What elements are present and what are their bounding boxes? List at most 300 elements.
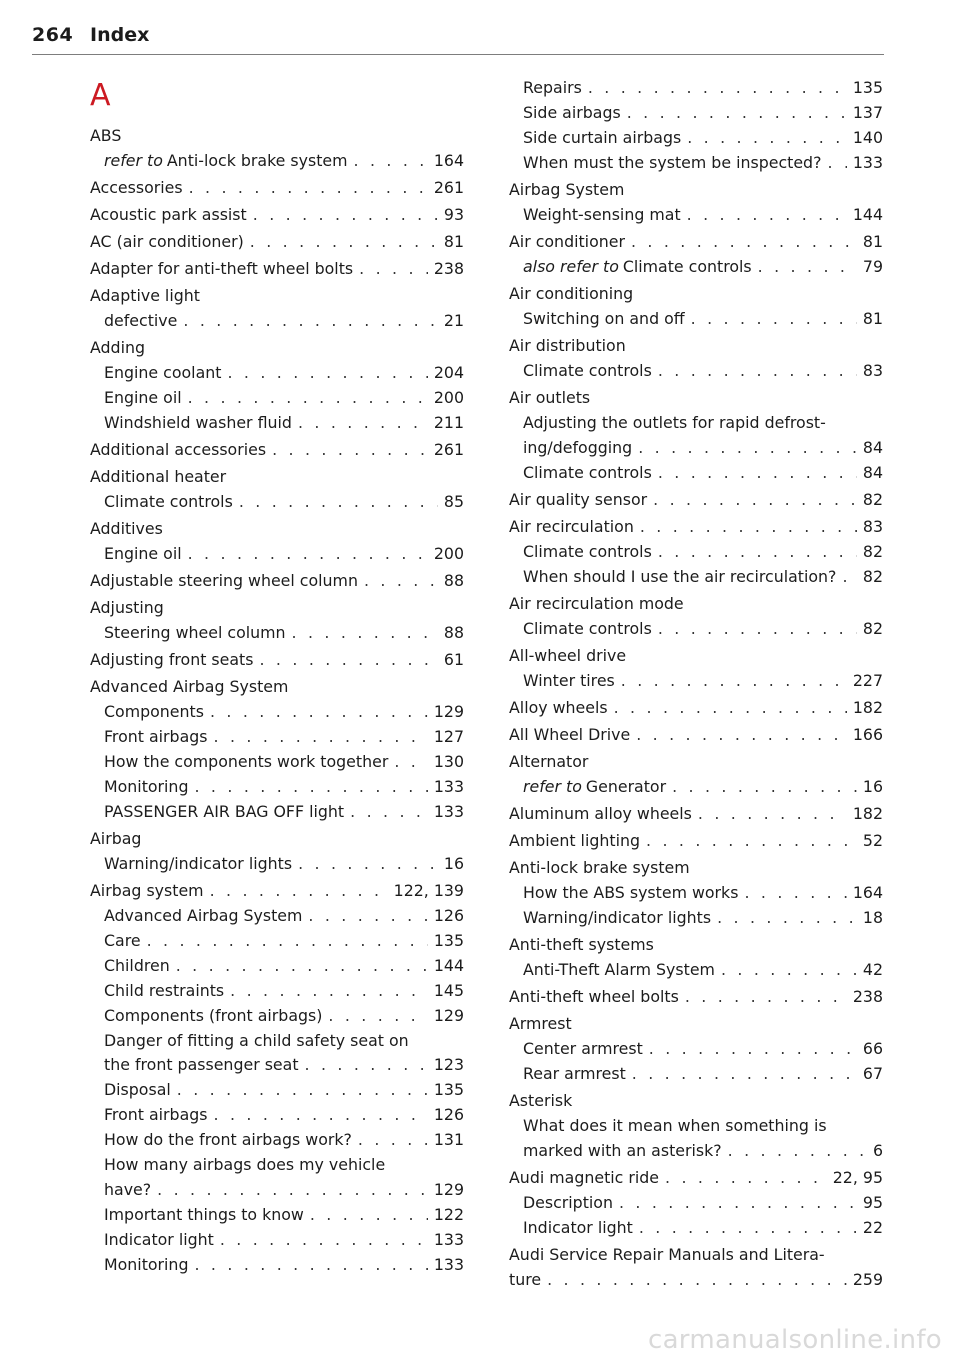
page-reference[interactable]: 238 — [433, 259, 464, 279]
entry-text: Center armrest — [523, 1038, 643, 1058]
entry-text: Adjusting the outlets for rapid defrost- — [523, 412, 826, 432]
entry-label — [90, 569, 358, 594]
index-entry — [509, 1012, 883, 1037]
leader-dots — [157, 1178, 428, 1203]
page-reference[interactable]: 211 — [433, 413, 464, 433]
leader-dots — [758, 255, 857, 280]
page-reference[interactable]: 126 — [433, 906, 464, 925]
index-entry — [509, 933, 883, 958]
index-subentry — [90, 725, 464, 750]
leader-dots — [672, 775, 857, 800]
page-reference[interactable]: 16 — [443, 854, 464, 873]
entry-text: Alternator — [509, 751, 589, 771]
index-entry — [90, 879, 464, 904]
entry-text: Switching on and off — [523, 308, 685, 328]
index-entry — [509, 985, 883, 1010]
page-reference[interactable]: 200 — [433, 544, 464, 564]
entry-text: Air recirculation mode — [509, 593, 684, 613]
page-reference[interactable]: 82 — [862, 489, 883, 509]
page-reference[interactable]: 164 — [433, 150, 464, 170]
entry-label — [90, 827, 141, 852]
page-reference[interactable]: 84 — [862, 437, 883, 457]
page-reference[interactable]: 88 — [443, 571, 464, 591]
index-subentry — [509, 1216, 883, 1241]
index-subentry — [509, 411, 883, 436]
page-reference[interactable]: 16 — [862, 776, 883, 796]
leader-dots — [744, 881, 846, 906]
page-reference[interactable]: 227 — [852, 670, 883, 690]
entry-text: Engine coolant — [104, 363, 222, 383]
page-reference[interactable]: 123 — [433, 1055, 464, 1075]
index-subentry — [90, 1078, 464, 1103]
index-subentry — [90, 386, 464, 411]
entry-text: Warning/indicator lights — [523, 907, 712, 927]
page-reference[interactable]: 166 — [852, 724, 883, 744]
entry-label — [523, 255, 752, 280]
entry-text: Engine oil — [104, 544, 182, 564]
leader-dots — [220, 1228, 428, 1253]
index-subentry — [90, 361, 464, 386]
index-subentry — [90, 979, 464, 1004]
entry-label — [509, 723, 630, 748]
entry-text: Winter tires — [523, 670, 615, 690]
page-reference[interactable]: 144 — [433, 955, 464, 975]
entry-text: marked with an asterisk? — [523, 1140, 722, 1160]
entry-label — [104, 979, 224, 1004]
entry-text: Monitoring — [104, 1254, 189, 1274]
page-reference[interactable]: 21 — [443, 311, 464, 331]
page-reference[interactable]: 52 — [862, 830, 883, 850]
index-column-right — [509, 76, 883, 1293]
page-reference[interactable]: 145 — [433, 980, 464, 1000]
entry-text: Weight-sensing mat — [523, 204, 681, 224]
entry-text: How the components work together — [104, 752, 389, 772]
page-header — [32, 24, 884, 55]
page-reference[interactable]: 84 — [862, 462, 883, 482]
cross-reference-prefix: also refer to — [523, 256, 619, 276]
page-reference[interactable]: 83 — [862, 516, 883, 536]
leader-dots — [354, 149, 428, 174]
entry-label — [523, 76, 582, 101]
index-entry — [509, 386, 883, 411]
leader-dots — [259, 648, 437, 673]
entry-label — [104, 1253, 188, 1278]
leader-dots — [239, 490, 438, 515]
index-entry — [509, 334, 883, 359]
entry-text: Adjusting front seats — [90, 650, 254, 670]
entry-text: Air conditioning — [509, 283, 634, 303]
index-entry — [90, 230, 464, 255]
index-subentry — [509, 436, 883, 461]
page-reference[interactable]: 18 — [862, 907, 883, 927]
page-reference[interactable]: 88 — [443, 623, 464, 643]
index-subentry — [90, 1203, 464, 1228]
page-reference[interactable]: 133 — [852, 152, 883, 172]
page-reference[interactable]: 61 — [443, 650, 464, 670]
page-reference[interactable]: 182 — [852, 803, 883, 823]
index-entry — [90, 648, 464, 673]
leader-dots — [687, 126, 847, 151]
leader-dots — [646, 829, 857, 854]
index-subentry — [509, 1037, 883, 1062]
index-subentry — [90, 1128, 464, 1153]
leader-dots — [619, 1191, 857, 1216]
index-entry — [509, 856, 883, 881]
index-entry — [509, 1243, 883, 1268]
index-subentry — [90, 1004, 464, 1029]
page-reference[interactable]: 22 — [862, 1217, 883, 1237]
entry-text: Climate controls — [523, 618, 652, 638]
leader-dots — [588, 76, 847, 101]
entry-label — [523, 1114, 827, 1139]
entry-text: Accessories — [90, 178, 183, 197]
entry-label — [104, 852, 292, 877]
leader-dots — [227, 361, 427, 386]
page-reference[interactable]: 131 — [433, 1130, 464, 1150]
entry-text: Child restraints — [104, 980, 225, 1000]
entry-text: Advanced Airbag System — [90, 677, 289, 697]
index-subentry — [90, 1103, 464, 1128]
index-entry — [90, 203, 464, 228]
entry-label — [104, 361, 221, 386]
entry-text: When should I use the air recirculation? — [523, 566, 837, 586]
leader-dots — [649, 1037, 857, 1062]
entry-text: Adaptive light — [90, 286, 200, 306]
leader-dots — [272, 438, 428, 463]
page-reference[interactable]: 126 — [433, 1105, 464, 1125]
leader-dots — [194, 775, 427, 800]
entry-text: All Wheel Drive — [509, 724, 631, 744]
page-reference[interactable]: 137 — [852, 102, 883, 122]
leader-dots — [687, 203, 847, 228]
page-reference[interactable]: 83 — [862, 360, 883, 380]
entry-label — [104, 621, 286, 646]
entry-text: How many airbags does my vehicle — [104, 1155, 386, 1175]
entry-text: Additives — [90, 519, 163, 539]
entry-label — [509, 1268, 541, 1293]
entry-text: Front airbags — [104, 727, 208, 747]
page-reference[interactable]: 67 — [862, 1063, 883, 1083]
page-reference[interactable]: 164 — [852, 882, 883, 902]
leader-dots — [653, 488, 857, 513]
index-subentry — [90, 775, 464, 800]
page-reference[interactable]: 6 — [872, 1140, 883, 1160]
index-subentry — [90, 542, 464, 567]
leader-dots — [658, 540, 857, 565]
entry-label — [523, 101, 621, 126]
leader-dots — [214, 725, 428, 750]
index-subentry — [90, 1253, 464, 1278]
leader-dots — [358, 1128, 428, 1153]
entry-text: Alloy wheels — [509, 697, 608, 717]
entry-label — [104, 800, 344, 825]
entry-label — [523, 906, 711, 931]
entry-label — [90, 203, 247, 228]
leader-dots — [250, 230, 438, 255]
entry-label — [509, 515, 634, 540]
entry-text: Armrest — [509, 1014, 572, 1033]
page-reference[interactable]: 130 — [433, 752, 464, 772]
entry-label — [509, 178, 624, 203]
index-entry — [509, 592, 883, 617]
page-reference[interactable]: 129 — [433, 1179, 464, 1199]
leader-dots — [253, 203, 438, 228]
page-reference[interactable]: 135 — [852, 78, 883, 97]
leader-dots — [359, 257, 428, 282]
entry-label — [104, 1128, 352, 1153]
entry-label — [523, 411, 826, 436]
entry-label — [509, 750, 588, 775]
entry-label — [104, 1078, 171, 1103]
entry-label — [90, 284, 200, 309]
leader-dots — [658, 461, 857, 486]
index-subentry — [509, 461, 883, 486]
entry-label — [104, 929, 141, 954]
leader-dots — [308, 904, 427, 929]
leader-dots — [298, 411, 428, 436]
index-subentry — [90, 954, 464, 979]
page-reference[interactable]: 22, 95 — [832, 1167, 883, 1187]
page-reference[interactable]: 81 — [862, 308, 883, 328]
index-subentry — [509, 669, 883, 694]
leader-dots — [691, 307, 857, 332]
leader-dots — [638, 436, 857, 461]
entry-text: Indicator light — [523, 1217, 633, 1237]
page-reference[interactable]: 133 — [433, 802, 464, 821]
index-subentry — [90, 1228, 464, 1253]
entry-text: All-wheel drive — [509, 645, 627, 665]
page-reference[interactable]: 135 — [433, 1080, 464, 1100]
entry-text: Disposal — [104, 1080, 171, 1100]
page-reference[interactable]: 81 — [443, 232, 464, 252]
leader-dots — [194, 1253, 427, 1278]
page-reference[interactable]: 66 — [862, 1038, 883, 1058]
leader-dots — [364, 569, 438, 594]
entry-text: Adapter for anti-theft wheel bolts — [90, 259, 354, 279]
entry-label — [523, 1139, 722, 1164]
entry-label — [509, 282, 633, 307]
page-reference[interactable]: 133 — [433, 777, 464, 797]
page-reference[interactable]: 93 — [443, 205, 464, 225]
index-entry — [90, 827, 464, 852]
entry-label — [523, 775, 666, 800]
header-title: Index — [90, 24, 150, 46]
leader-dots — [328, 1004, 427, 1029]
index-entry — [509, 802, 883, 827]
entry-label — [509, 696, 608, 721]
entry-text: Components (front airbags) — [104, 1005, 323, 1025]
cross-reference-prefix: refer to — [104, 150, 163, 170]
page-reference[interactable]: 261 — [433, 178, 464, 197]
entry-text: Steering wheel column — [104, 623, 286, 643]
index-subentry — [90, 411, 464, 436]
index-entry — [90, 284, 464, 309]
entry-text: PASSENGER AIR BAG OFF light — [104, 802, 345, 821]
index-subentry — [90, 1178, 464, 1203]
page-reference[interactable]: 144 — [852, 204, 883, 224]
entry-text: ing/defogging — [523, 437, 633, 457]
leader-dots — [842, 565, 856, 590]
index-entry — [509, 488, 883, 513]
entry-label — [90, 230, 244, 255]
page-reference[interactable]: 42 — [862, 959, 883, 979]
entry-text: the front passenger seat — [104, 1055, 299, 1075]
page-reference[interactable]: 204 — [433, 363, 464, 383]
page-reference[interactable]: 82 — [862, 618, 883, 638]
index-subentry — [509, 359, 883, 384]
page-reference[interactable]: 82 — [862, 541, 883, 561]
entry-label — [509, 856, 690, 881]
page-reference[interactable]: 133 — [433, 1229, 464, 1249]
entry-label — [104, 1153, 385, 1178]
entry-text: Air quality sensor — [509, 489, 648, 509]
page-reference[interactable]: 81 — [862, 231, 883, 251]
index-subentry — [509, 203, 883, 228]
entry-label — [523, 203, 681, 228]
index-subentry — [509, 1114, 883, 1139]
entry-label — [523, 1062, 626, 1087]
entry-label — [509, 1089, 572, 1114]
entry-label — [104, 1103, 208, 1128]
entry-label — [523, 958, 715, 983]
entry-text: Danger of fitting a child safety seat on — [104, 1030, 409, 1050]
page-reference[interactable]: 135 — [433, 930, 464, 950]
entry-text: Acoustic park assist — [90, 205, 247, 225]
index-subentry — [509, 255, 883, 280]
leader-dots — [310, 1203, 428, 1228]
page-reference[interactable]: 133 — [433, 1254, 464, 1274]
entry-text: How do the front airbags work? — [104, 1130, 352, 1150]
index-entry — [90, 517, 464, 542]
entry-text: Monitoring — [104, 777, 189, 797]
index-subentry — [509, 76, 883, 101]
index-subentry — [90, 750, 464, 775]
entry-label — [104, 411, 292, 436]
entry-label — [523, 436, 632, 461]
entry-label — [90, 517, 163, 542]
index-subentry — [509, 101, 883, 126]
entry-text: Aluminum alloy wheels — [509, 803, 692, 823]
entry-text: Climate controls — [523, 541, 652, 561]
leader-dots — [298, 852, 438, 877]
page-number: 264 — [32, 24, 74, 46]
leader-dots — [547, 1268, 847, 1293]
entry-label — [104, 490, 233, 515]
entry-text: have? — [104, 1179, 152, 1199]
entry-text: Asterisk — [509, 1090, 573, 1110]
entry-text: How the ABS system works — [523, 882, 739, 902]
page-reference[interactable]: 261 — [433, 440, 464, 460]
leader-dots — [632, 1062, 857, 1087]
page-reference[interactable]: 259 — [852, 1269, 883, 1289]
index-entry — [90, 124, 464, 149]
leader-dots — [658, 617, 857, 642]
index-entry — [90, 438, 464, 463]
entry-label — [104, 309, 177, 334]
leader-dots — [631, 230, 857, 255]
entry-text: Airbag system — [90, 881, 204, 901]
leader-dots — [210, 700, 428, 725]
page-reference[interactable]: 95 — [862, 1192, 883, 1212]
index-entry — [509, 723, 883, 748]
leader-dots — [728, 1139, 867, 1164]
page-reference[interactable]: 79 — [862, 256, 883, 276]
leader-dots — [177, 1078, 428, 1103]
entry-text: Anti-lock brake system — [509, 858, 690, 877]
watermark: carmanualsonline.info — [647, 1325, 942, 1355]
entry-label — [104, 725, 208, 750]
page-reference[interactable]: 129 — [433, 1005, 464, 1025]
entry-label — [104, 1053, 299, 1078]
entry-text: Anti-Theft Alarm System — [523, 959, 715, 979]
entry-text: Description — [523, 1192, 613, 1212]
index-entry — [509, 178, 883, 203]
entry-label — [104, 954, 170, 979]
page-reference[interactable]: 140 — [852, 127, 883, 147]
entry-label — [509, 230, 625, 255]
leader-dots — [176, 954, 428, 979]
leader-dots — [188, 542, 428, 567]
leader-dots — [717, 906, 857, 931]
entry-label — [104, 386, 182, 411]
entry-label — [509, 933, 654, 958]
page-reference[interactable]: 200 — [433, 388, 464, 408]
page-reference[interactable]: 122 — [433, 1204, 464, 1224]
index-subentry — [90, 700, 464, 725]
entry-label — [523, 359, 652, 384]
entry-label — [104, 1029, 409, 1054]
index-entry — [509, 282, 883, 307]
page-reference[interactable]: 238 — [852, 986, 883, 1006]
entry-label — [90, 465, 226, 490]
entry-label — [523, 881, 738, 906]
entry-text: Air conditioner — [509, 231, 625, 251]
page-reference[interactable]: 127 — [433, 727, 464, 747]
index-entry — [90, 596, 464, 621]
entry-text: Audi Service Repair Manuals and Litera- — [509, 1244, 825, 1264]
entry-text: Anti-theft systems — [509, 934, 654, 954]
page-reference[interactable]: 129 — [433, 702, 464, 722]
index-subentry — [90, 149, 464, 174]
entry-label — [509, 1166, 659, 1191]
index-list-left — [90, 124, 464, 1278]
page-reference[interactable]: 82 — [862, 566, 883, 586]
index-subentry — [509, 906, 883, 931]
entry-text: Air recirculation — [509, 516, 634, 536]
page-reference[interactable]: 182 — [852, 697, 883, 717]
entry-label — [523, 540, 652, 565]
leader-dots — [614, 696, 847, 721]
index-subentry — [90, 929, 464, 954]
leader-dots — [214, 1103, 428, 1128]
page-reference[interactable]: 85 — [443, 492, 464, 512]
entry-text: Air distribution — [509, 335, 626, 355]
index-entry — [509, 230, 883, 255]
index-subentry — [90, 309, 464, 334]
entry-label — [509, 1243, 825, 1268]
entry-label — [509, 386, 590, 411]
index-column-left — [90, 76, 464, 1278]
leader-dots — [640, 515, 857, 540]
page-reference[interactable]: 122, 139 — [393, 881, 464, 901]
index-subentry — [509, 565, 883, 590]
entry-label — [104, 149, 348, 174]
index-entry — [509, 644, 883, 669]
entry-text: Air outlets — [509, 387, 591, 407]
leader-dots — [627, 101, 847, 126]
leader-dots — [639, 1216, 857, 1241]
entry-label — [104, 775, 188, 800]
